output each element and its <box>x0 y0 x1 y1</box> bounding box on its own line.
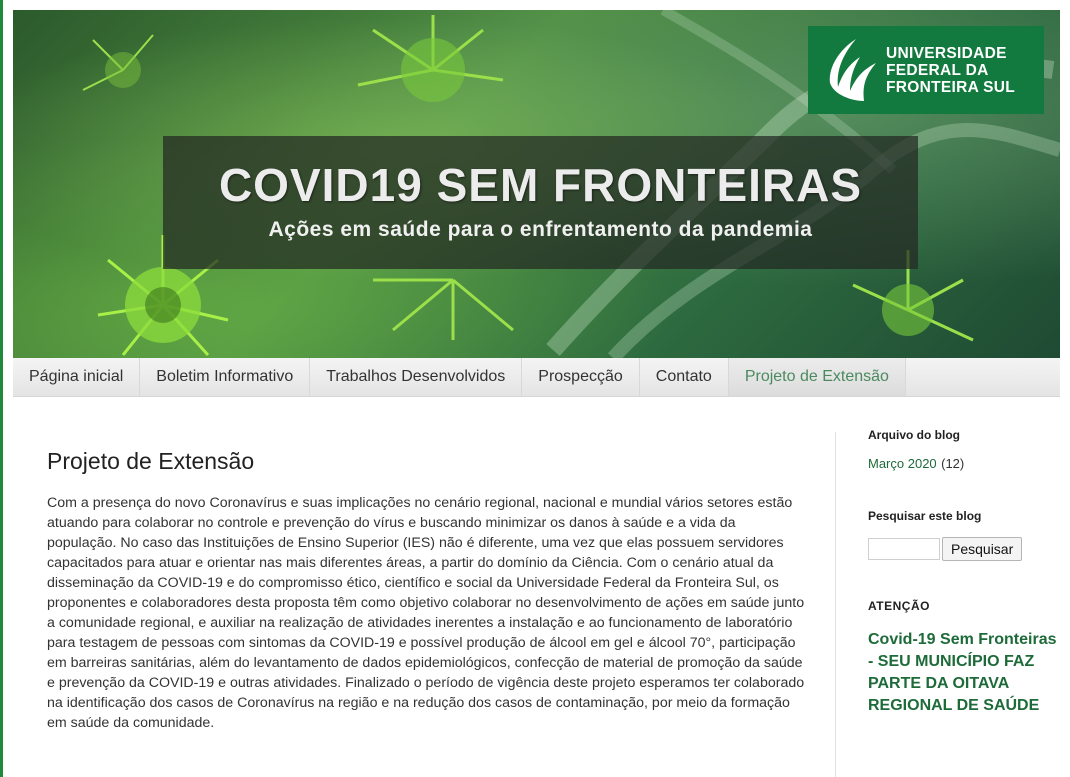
university-name <box>886 45 1015 96</box>
nav-item-projeto-de-extensao[interactable]: Projeto de Extensão <box>729 358 906 396</box>
header-banner <box>13 10 1060 358</box>
logo-line-1: UNIVERSIDADE <box>886 44 1007 62</box>
page-title: Projeto de Extensão <box>47 448 255 474</box>
nav-item-pagina-inicial[interactable]: Página inicial <box>13 358 140 396</box>
nav-item-prospeccao[interactable]: Prospecção <box>522 358 640 396</box>
sidebar <box>868 428 1058 717</box>
search-button[interactable]: Pesquisar <box>942 537 1022 561</box>
ufs-logo-icon <box>826 35 880 105</box>
search-title: Pesquisar este blog <box>868 509 982 523</box>
main-nav <box>13 358 1060 397</box>
archive-link-marco-2020[interactable]: Março 2020 <box>868 456 937 471</box>
page-border <box>0 0 3 777</box>
nav-item-boletim-informativo[interactable]: Boletim Informativo <box>140 358 310 396</box>
archive-count: (12) <box>941 456 965 471</box>
nav-item-trabalhos-desenvolvidos[interactable]: Trabalhos Desenvolvidos <box>310 358 522 396</box>
banner-subtitle: Ações em saúde para o enfrentamento da pandemia <box>268 218 813 241</box>
banner-title-panel <box>163 136 918 269</box>
nav-item-contato[interactable]: Contato <box>640 358 729 396</box>
university-logo[interactable] <box>808 26 1044 114</box>
attention-link[interactable]: Covid-19 Sem Fronteiras - SEU MUNICÍPIO FAZ PARTE DA OITAVA REGIONAL DE SAÚDE <box>868 631 1057 714</box>
search-form <box>868 537 1058 561</box>
post-content <box>47 448 807 733</box>
search-input[interactable] <box>868 538 940 560</box>
logo-line-3: FRONTEIRA SUL <box>886 78 1016 96</box>
sidebar-divider <box>835 432 836 777</box>
archive-title: Arquivo do blog <box>868 428 960 442</box>
post-body: Com a presença do novo Coronavírus e suas implicações no cenário regional, nacional e mundial vários setores estão atuando para colaborar no controle e prevenção do vírus e buscando minimizar os danos à saúde e a vida da população. No caso das Instituições de Ensino Superior (IES) não é diferente, uma vez que elas possuem servidores capacitados para atuar e orientar nas mais diferentes áreas, a partir do domínio da Ciência. Com o cenário atual da disseminação da COVID-19 e do compromisso ético, científico e social da Universidade Federal da Fronteira Sul, os proponentes e colaboradores desta proposta têm como objetivo colaborar no desenvolvimento de ações em saúde junto a comunidade regional, e auxiliar na realização de atividades inerentes a instalação e ao funcionamento de laboratório para testagem de pessoas com sintomas da COVID-19 e possível produção de álcool em gel e álcool 70°, participação em barreiras sanitárias, além do levantamento de dados epidemiológicos, confecção de material de promoção da saúde e prevenção da COVID-19 e outras atividades. Finalizado o período de vigência deste projeto esperamos ter colaborado na identificação dos casos de Coronavírus na região e na redução dos casos de contaminação, por meio da formação em saúde da comunidade. <box>47 495 805 731</box>
logo-line-2: FEDERAL DA <box>886 61 989 79</box>
banner-title: COVID19 SEM FRONTEIRAS <box>218 159 863 211</box>
attention-title: ATENÇÃO <box>868 599 930 613</box>
